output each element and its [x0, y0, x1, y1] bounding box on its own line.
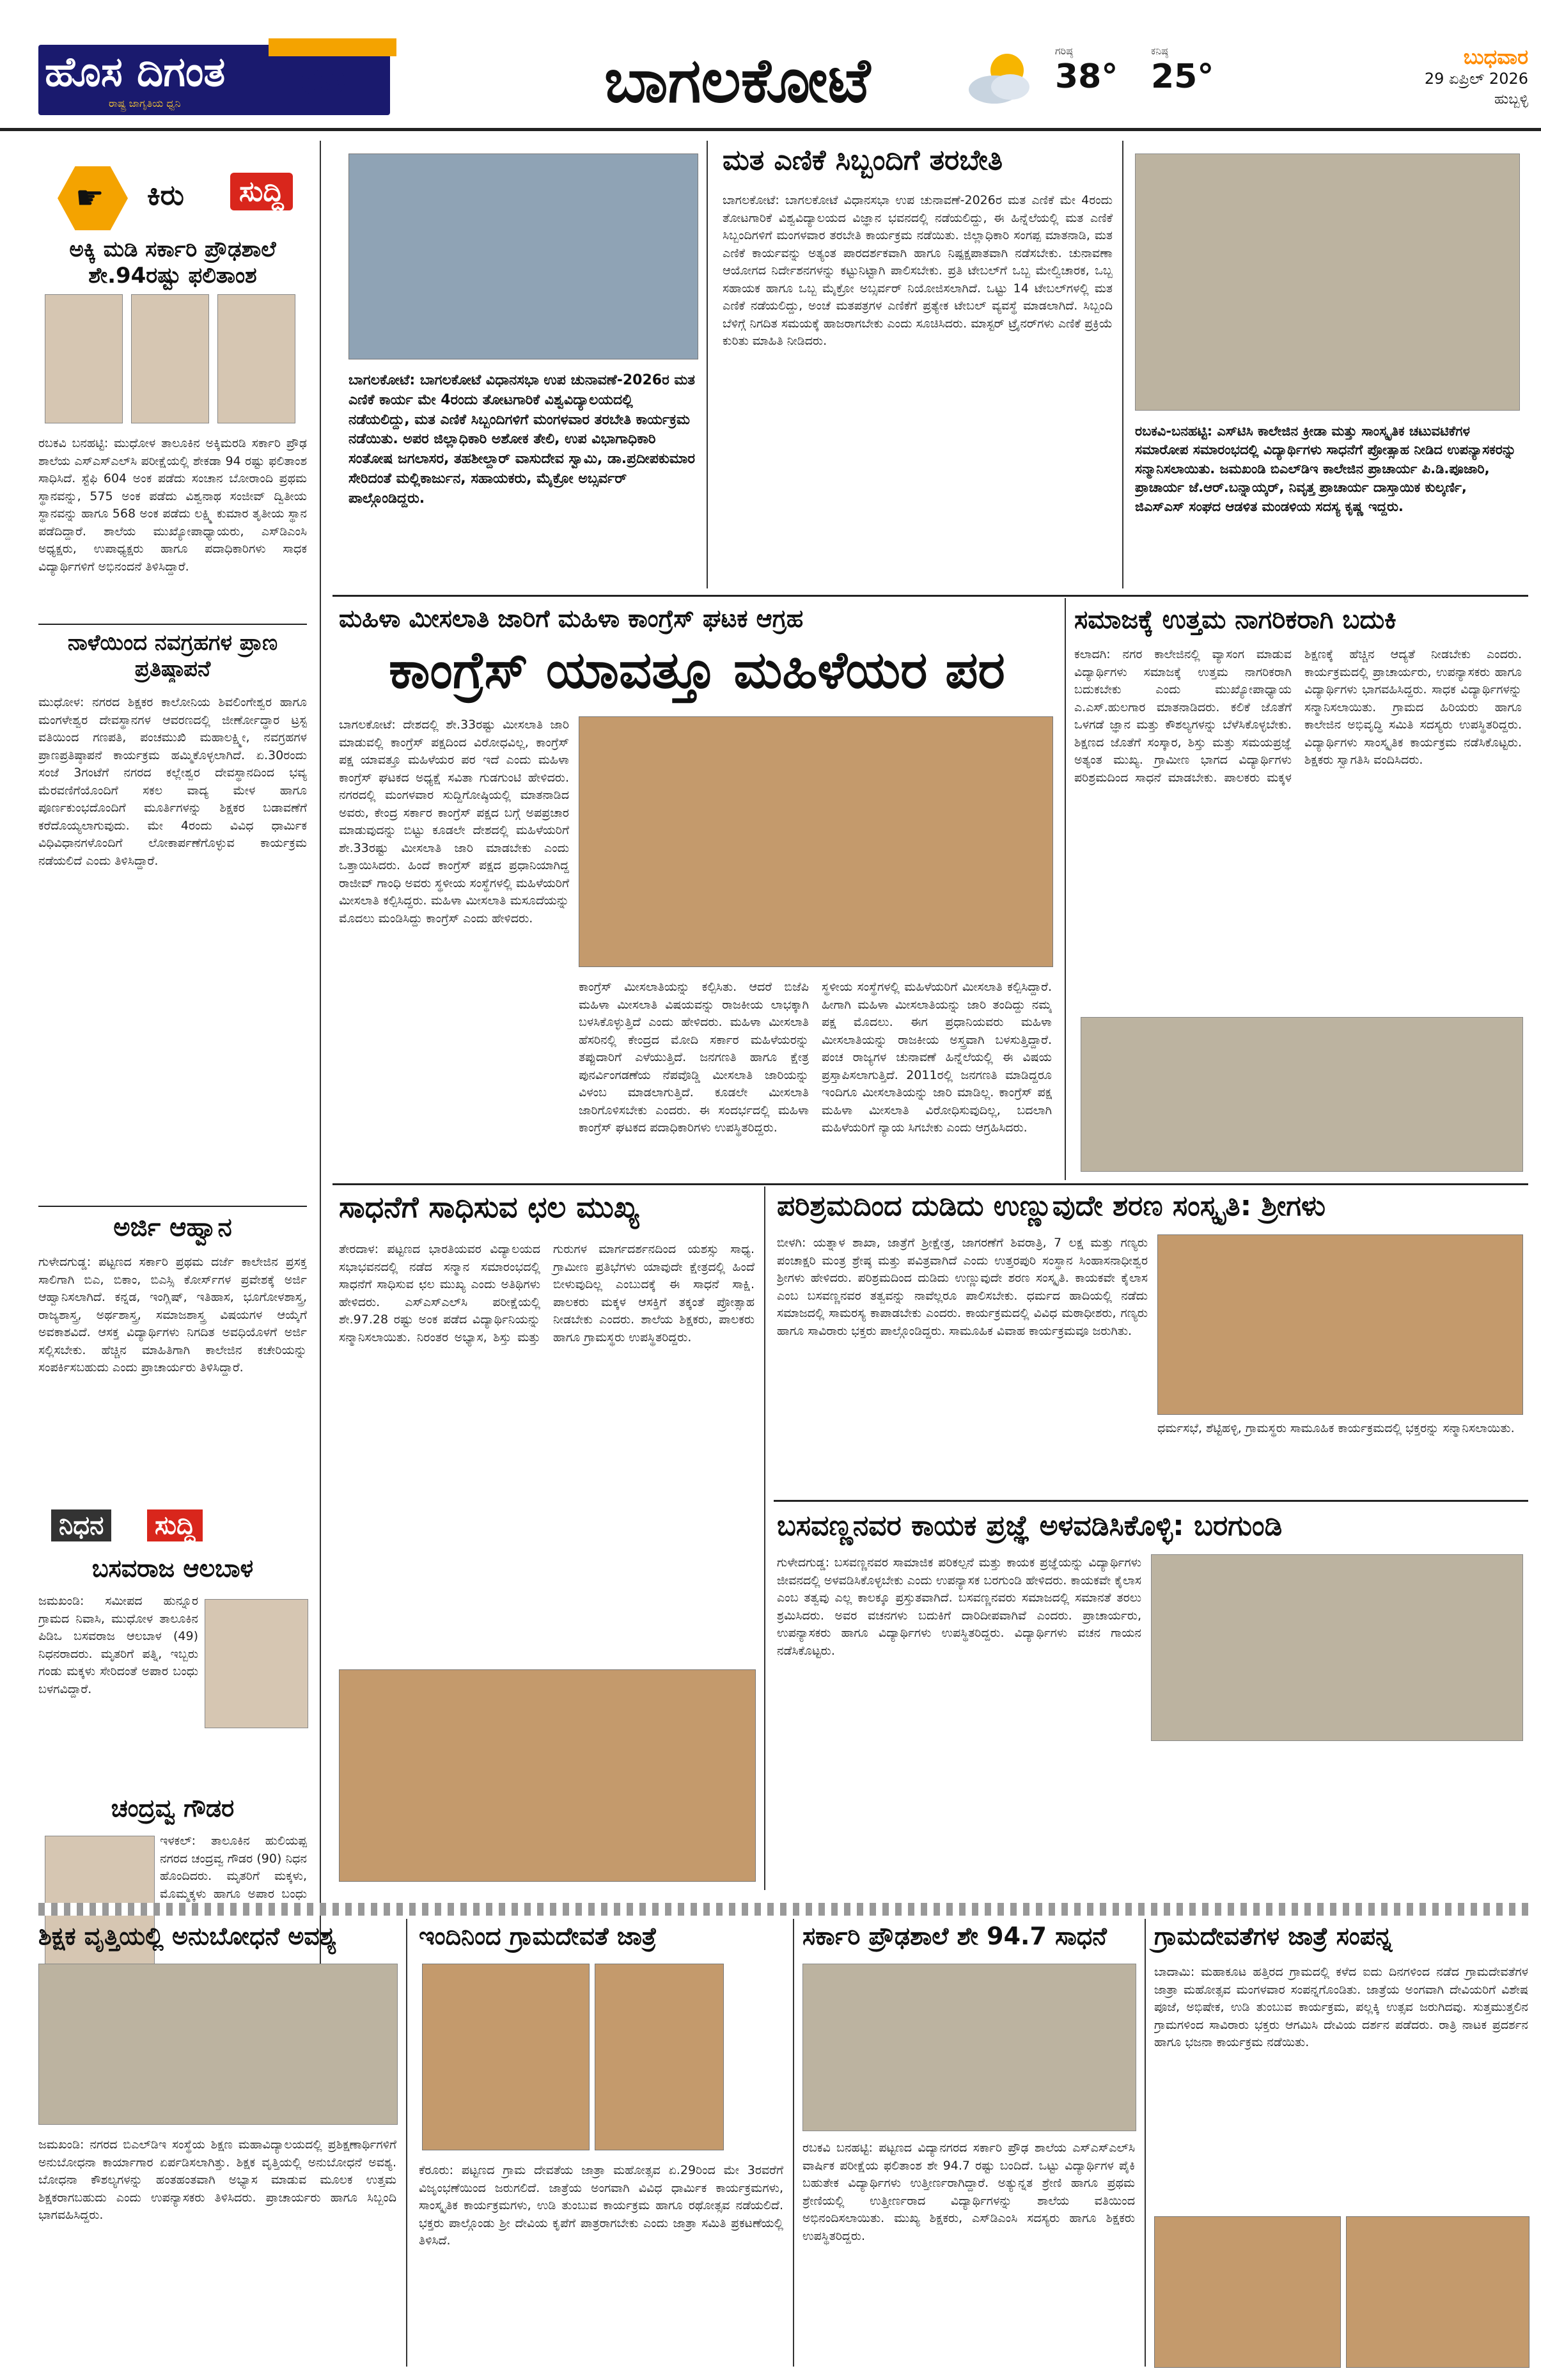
article-navagraha: [38, 630, 307, 682]
congress-meeting-photo: [579, 716, 1053, 967]
suddi-label: ಸುದ್ದಿ: [147, 1509, 203, 1541]
column-divider: [707, 141, 708, 588]
lead-body-col1: ಬಾಗಲಕೋಟೆ: ದೇಶದಲ್ಲಿ ಶೇ.33ರಷ್ಟು ಮೀಸಲಾತಿ ಜಾರಿ ಮಾಡುವಲ್ಲಿ ಕಾಂಗ್ರೆಸ್ ಪಕ್ಷದಿಂದ ವಿರೋಧವಿಲ್ಲ, ಕಾಂಗ್ರೆಸ್ ಪಕ್ಷ ಯಾವತ್ತೂ ಮಹಿಳೆಯರ ಪರ ಇದೆ ಎಂದು ಮಹಿಳಾ ಕಾಂಗ್ರೆಸ್ ಘಟಕದ ಅಧ್ಯಕ್ಷೆ ಸವಿತಾ ಗುಡಗುಂಟಿ ಹೇಳಿದರು. ನಗರದಲ್ಲಿ ಮಂಗಳವಾರ ಸುದ್ದಿಗೋಷ್ಠಿಯಲ್ಲಿ ಮಾತನಾಡಿದ ಅವರು, ಕೇಂದ್ರ ಸರ್ಕಾರ ಕಾಂಗ್ರೆಸ್ ಪಕ್ಷದ ಬಗ್ಗೆ ಅಪಪ್ರಚಾರ ಮಾಡುವುದನ್ನು ಬಿಟ್ಟು ಕೂಡಲೇ ದೇಶದಲ್ಲಿ ಮಹಿಳೆಯರಿಗೆ ಶೇ.33ರಷ್ಟು ಮೀಸಲಾತಿ ಜಾರಿ ಮಾಡಬೇಕು ಎಂದು ಒತ್ತಾಯಿಸಿದರು. ಹಿಂದೆ ಕಾಂಗ್ರೆಸ್ ಪಕ್ಷದ ಪ್ರಧಾನಿಯಾಗಿದ್ದ ರಾಜೀವ್ ಗಾಂಧಿ ಅವರು ಸ್ಥಳೀಯ ಸಂಸ್ಥೆಗಳಲ್ಲಿ ಮಹಿಳೆಯರಿಗೆ ಮೀಸಲಾತಿ ಕಲ್ಪಿಸಿದ್ದರು. ಮಹಿಳಾ ಮೀಸಲಾತಿ ಮಸೂದೆಯನ್ನು ಮೊದಲು ಮಂಡಿಸಿದ್ದು ಕಾಂಗ್ರೆಸ್ ಎಂದು ಹೇಳಿದರು.: [339, 718, 569, 926]
band-divider: [38, 1903, 1528, 1916]
suddi-label: ಸುದ್ದಿ: [230, 173, 293, 210]
article-body: ಬಾದಾಮಿ: ಮಹಾಕೂಟ ಹತ್ತಿರದ ಗ್ರಾಮದಲ್ಲಿ ಕಳೆದ ಐದು ದಿನಗಳಿಂದ ನಡೆದ ಗ್ರಾಮದೇವತೆಗಳ ಜಾತ್ರಾ ಮಹೋತ್ಸವ ಮಂಗಳವಾರ ಸಂಪನ್ನಗೊಂಡಿತು. ಜಾತ್ರೆಯ ಅಂಗವಾಗಿ ದೇವಿಯರಿಗೆ ವಿಶೇಷ ಪೂಜೆ, ಅಭಿಷೇಕ, ಉಡಿ ತುಂಬುವ ಕಾರ್ಯಕ್ರಮ, ಪಲ್ಲಕ್ಕಿ ಉತ್ಸವ ಜರುಗಿದವು. ಸುತ್ತಮುತ್ತಲಿನ ಗ್ರಾಮಗಳಿಂದ ಸಾವಿರಾರು ಭಕ್ತರು ಆಗಮಿಸಿ ದೇವಿಯ ದರ್ಶನ ಪಡೆದರು. ರಾತ್ರಿ ನಾಟಕ ಪ್ರದರ್ಶನ ಹಾಗೂ ಭಜನಾ ಕಾರ್ಯಕ್ರಮ ನಡೆಯಿತು.: [1154, 1965, 1528, 2050]
article-title: ಶಿಕ್ಷಕ ವೃತ್ತಿಯಲ್ಲಿ ಅನುಬೋಧನೆ ಅವಶ್ಯ: [38, 1922, 336, 1950]
training-photo: [348, 154, 698, 359]
kiru-suddi-header: [58, 166, 326, 224]
photo-caption: ಬಾಗಲಕೋಟೆ: ಬಾಗಲಕೋಟೆ ವಿಧಾನಸಭಾ ಉಪ ಚುನಾವಣೆ-2026ರ ಮತ ಎಣಿಕೆ ಕಾರ್ಯ ಮೇ 4ರಂದು ತೋಟಗಾರಿಕೆ ವಿಶ್ವವಿದ್ಯಾಲಯದಲ್ಲಿ ನಡೆಯಲಿದ್ದು, ಮತ ಎಣಿಕೆ ಸಿಬ್ಬಂದಿಗಳಿಗೆ ಮಂಗಳವಾರ ತರಬೇತಿ ಕಾರ್ಯಕ್ರಮ ನಡೆಯಿತು. ಅಪರ ಜಿಲ್ಲಾಧಿಕಾರಿ ಅಶೋಕ ತೇಲಿ, ಉಪ ವಿಭಾಗಾಧಿಕಾರಿ ಸಂತೋಷ ಜಗಲಾಸರ, ತಹಶೀಲ್ದಾರ್ ವಾಸುದೇವ ಸ್ವಾಮಿ, ಡಾ.ಪ್ರದೀಪಕುಮಾರ ಸೇರಿದಂತೆ ಮಲ್ಲಿಕಾರ್ಜುನ, ಸಹಾಯಕರು, ಮೈಕ್ರೋ ಅಬ್ಸರ್ವರ್ ಪಾಲ್ಗೊಂಡಿದ್ದರು.: [348, 372, 696, 507]
kiru-label: ಕಿರು: [147, 179, 184, 212]
article-title: ಪರಿಶ್ರಮದಿಂದ ದುಡಿದು ಉಣ್ಣುವುದೇ ಶರಣ ಸಂಸ್ಕೃತಿ: ಶ್ರೀಗಳು: [777, 1190, 1326, 1222]
article-body: ಕಲಾದಗಿ: ನಗರ ಕಾಲೇಜಿನಲ್ಲಿ ವ್ಯಾಸಂಗ ಮಾಡುವ ವಿದ್ಯಾರ್ಥಿಗಳು ಸಮಾಜಕ್ಕೆ ಉತ್ತಮ ನಾಗರಿಕರಾಗಿ ಬದುಕಬೇಕು ಎಂದು ಮುಖ್ಯೋಪಾಧ್ಯಾಯ ಎ.ಎಸ್.ಹುಲಗಾರ ಮಾತನಾಡಿದರು. ಕಲಿಕೆ ಜೊತೆಗೆ ಒಳಗಡೆ ಜ್ಞಾನ ಮತ್ತು ಕೌಶಲ್ಯಗಳನ್ನು ಬೆಳೆಸಿಕೊಳ್ಳಬೇಕು. ಶಿಕ್ಷಣದ ಜೊತೆಗೆ ಸಂಸ್ಕಾರ, ಶಿಸ್ತು ಮತ್ತು ಸಮಯಪ್ರಜ್ಞೆ ಅತ್ಯಂತ ಮುಖ್ಯ. ಗ್ರಾಮೀಣ ಭಾಗದ ವಿದ್ಯಾರ್ಥಿಗಳು ಪರಿಶ್ರಮದಿಂದ ಸಾಧನೆ ಮಾಡಬೇಕು. ಪಾಲಕರು ಮಕ್ಕಳ ಶಿಕ್ಷಣಕ್ಕೆ ಹೆಚ್ಚಿನ ಆದ್ಯತೆ ನೀಡಬೇಕು ಎಂದರು. ಕಾರ್ಯಕ್ರಮದಲ್ಲಿ ಪ್ರಾಚಾರ್ಯರು, ಉಪನ್ಯಾಸಕರು ಹಾಗೂ ವಿದ್ಯಾರ್ಥಿಗಳು ಭಾಗವಹಿಸಿದ್ದರು. ಸಾಧಕ ವಿದ್ಯಾರ್ಥಿಗಳನ್ನು ಸನ್ಮಾನಿಸಲಾಯಿತು. ಗ್ರಾಮದ ಹಿರಿಯರು ಹಾಗೂ ಕಾಲೇಜಿನ ಅಭಿವೃದ್ಧಿ ಸಮಿತಿ ಸದಸ್ಯರು ಉಪಸ್ಥಿತರಿದ್ದರು. ವಿದ್ಯಾರ್ಥಿಗಳು ಸಾಂಸ್ಕೃತಿಕ ಕಾರ್ಯಕ್ರಮ ನಡೆಸಿಕೊಟ್ಟರು. ಶಿಕ್ಷಕರು ಸ್ವಾಗತಿಸಿ ವಂದಿಸಿದರು.: [1074, 647, 1522, 785]
photo-caption: ರಬಕವಿ-ಬನಹಟ್ಟಿ: ಎಸ್‌ಟಿಸಿ ಕಾಲೇಜಿನ ಕ್ರೀಡಾ ಮತ್ತು ಸಾಂಸ್ಕೃತಿಕ ಚಟುವಟಿಕೆಗಳ ಸಮಾರೋಪ ಸಮಾರಂಭದಲ್ಲಿ ವಿದ್ಯಾರ್ಥಿಗಳು ಸಾಧನೆಗೆ ಪ್ರೋತ್ಸಾಹ ನೀಡಿದ ಉಪನ್ಯಾಸಕರನ್ನು ಸನ್ಮಾನಿಸಲಾಯಿತು. ಜಮಖಂಡಿ ಬಿಎಲ್‌ಡಿಇ ಕಾಲೇಜಿನ ಪ್ರಾಚಾರ್ಯ ಪಿ.ಡಿ.ಪೂಜಾರಿ, ಪ್ರಾಚಾರ್ಯ ಜೆ.ಆರ್.ಬನ್ನಾಯ್ಕರ್, ನಿವೃತ್ತ ಪ್ರಾಚಾರ್ಯ ದಾಸ್ತಾಯಿಕ ಕುಲ್ಕರ್ಣಿ, ಜಿಎಸ್‌ಎಸ್ ಸಂಘದ ಆಡಳಿತ ಮಂಡಳಿಯ ಸದಸ್ಯ ಕೃಷ್ಣ ಇದ್ದರು.: [1135, 423, 1516, 514]
obituary-name: ಚಂದ್ರವ್ವ ಗೌಡರ: [111, 1794, 235, 1822]
partly-cloudy-icon: [966, 45, 1036, 115]
school-photo: [802, 1964, 1136, 2131]
obituary-photo: [205, 1599, 308, 1728]
swamiji-photo: [1157, 1234, 1523, 1415]
date-block: [1324, 45, 1528, 107]
article-body: ಗುಳೇದಗುಡ್ಡ: ಪಟ್ಟಣದ ಸರ್ಕಾರಿ ಪ್ರಥಮ ದರ್ಜೆ ಕಾಲೇಜಿನ ಪ್ರಸಕ್ತ ಸಾಲಿಗಾಗಿ ಬಿಎ, ಬಿಕಾಂ, ಬಿಎಸ್ಸಿ ಕೋರ್ಸ್‌ಗಳ ಪ್ರವೇಶಕ್ಕೆ ಅರ್ಜಿ ಆಹ್ವಾನಿಸಲಾಗಿದೆ. ಕನ್ನಡ, ಇಂಗ್ಲಿಷ್, ಇತಿಹಾಸ, ಭೂಗೋಳಶಾಸ್ತ್ರ, ರಾಜ್ಯಶಾಸ್ತ್ರ, ಅರ್ಥಶಾಸ್ತ್ರ, ಸಮಾಜಶಾಸ್ತ್ರ ವಿಷಯಗಳ ಆಯ್ಕೆಗೆ ಅವಕಾಶವಿದೆ. ಆಸಕ್ತ ವಿದ್ಯಾರ್ಥಿಗಳು ನಿಗದಿತ ಅವಧಿಯೊಳಗೆ ಅರ್ಜಿ ಸಲ್ಲಿಸಬೇಕು. ಹೆಚ್ಚಿನ ಮಾಹಿತಿಗಾಗಿ ಕಾಲೇಜಿನ ಕಚೇರಿಯನ್ನು ಸಂಪರ್ಕಿಸಬಹುದು ಎಂದು ಪ್ರಾಚಾರ್ಯರು ತಿಳಿಸಿದ್ದಾರೆ.: [38, 1255, 307, 1375]
brand-tagline: ರಾಷ್ಟ್ರ ಜಾಗೃತಿಯ ಧ್ವನಿ: [109, 97, 181, 109]
lecture-photo: [1151, 1554, 1523, 1741]
festival-photo-2: [1346, 2216, 1529, 2368]
brand-name: ಹೊಸ ದಿಗಂತ: [45, 49, 226, 96]
divider: [38, 624, 307, 625]
date: 29 ಏಪ್ರಿಲ್ 2026: [1424, 70, 1528, 88]
max-temp: [1055, 45, 1118, 96]
obituary-body: ಇಳಕಲ್: ತಾಲೂಕಿನ ಹುಲಿಯಪ್ಪ ನಗರದ ಚಂದ್ರವ್ವ ಗೌಡರ (90) ನಿಧನ ಹೊಂದಿದರು. ಮೃತರಿಗೆ ಮಕ್ಕಳು, ಮೊಮ್ಮಕ್ಕಳು ಹಾಗೂ ಅಪಾರ ಬಂಧು: [160, 1834, 307, 1901]
article-body: ತೇರದಾಳ: ಪಟ್ಟಣದ ಭಾರತಿಯವರ ವಿದ್ಯಾಲಯದ ಸಭಾಭವನದಲ್ಲಿ ನಡೆದ ಸನ್ಮಾನ ಸಮಾರಂಭದಲ್ಲಿ ಸಾಧನೆಗೆ ಸಾಧಿಸುವ ಛಲ ಮುಖ್ಯ ಎಂದು ಅತಿಥಿಗಳು ಹೇಳಿದರು. ಎಸ್‌ಎಸ್‌ಎಲ್‌ಸಿ ಪರೀಕ್ಷೆಯಲ್ಲಿ ಶೇ.97.28 ರಷ್ಟು ಅಂಕ ಪಡೆದ ವಿದ್ಯಾರ್ಥಿನಿಯನ್ನು ಸನ್ಮಾನಿಸಲಾಯಿತು. ನಿರಂತರ ಅಭ್ಯಾಸ, ಶಿಸ್ತು ಮತ್ತು ಗುರುಗಳ ಮಾರ್ಗದರ್ಶನದಿಂದ ಯಶಸ್ಸು ಸಾಧ್ಯ. ಗ್ರಾಮೀಣ ಪ್ರತಿಭೆಗಳು ಯಾವುದೇ ಕ್ಷೇತ್ರದಲ್ಲಿ ಹಿಂದೆ ಬೀಳುವುದಿಲ್ಲ ಎಂಬುದಕ್ಕೆ ಈ ಸಾಧನೆ ಸಾಕ್ಷಿ. ಪಾಲಕರು ಮಕ್ಕಳ ಆಸಕ್ತಿಗೆ ತಕ್ಕಂತೆ ಪ್ರೋತ್ಸಾಹ ನೀಡಬೇಕು ಎಂದರು. ಶಾಲೆಯ ಶಿಕ್ಷಕರು, ಪಾಲಕರು ಹಾಗೂ ಗ್ರಾಮಸ್ಥರು ಉಪಸ್ಥಿತರಿದ್ದರು.: [339, 1242, 755, 1344]
weekday: ಬುಧವಾರ: [1463, 45, 1528, 69]
min-temp: [1151, 45, 1214, 96]
edition: ಹುಬ್ಬಳ್ಳಿ: [1494, 91, 1528, 107]
min-temp-value: 25°: [1151, 58, 1214, 96]
student-photo-3: [217, 294, 295, 423]
column-divider: [406, 1919, 407, 2367]
column-divider: [1145, 1919, 1146, 2367]
article-title: ಅಕ್ಕಿ ಮಡಿ ಸರ್ಕಾರಿ ಪ್ರೌಢಶಾಲೆ ಶೇ.94ರಷ್ಟು ಫಲಿತಾಂಶ: [69, 237, 276, 288]
column-divider: [320, 141, 321, 1983]
article-title: ಅರ್ಜಿ ಆಹ್ವಾನ: [113, 1213, 232, 1242]
city-title: ಬಾಗಲಕೋಟೆ: [604, 45, 871, 116]
article-title: ಇಂದಿನಿಂದ ಗ್ರಾಮದೇವತೆ ಜಾತ್ರೆ: [419, 1922, 657, 1950]
article-title: ನಾಳೆಯಿಂದ ನವಗ್ರಹಗಳ ಪ್ರಾಣ ಪ್ರತಿಷ್ಠಾಪನೆ: [67, 630, 278, 682]
max-temp-label: ಗರಿಷ್ಠ: [1055, 45, 1073, 57]
photo-caption: ಧರ್ಮಸಭೆ, ಶೆಟ್ಟಿಹಳ್ಳಿ, ಗ್ರಾಮಸ್ಥರು ಸಾಮೂಹಿಕ ಕಾರ್ಯಕ್ರಮದಲ್ಲಿ ಭಕ್ತರನ್ನು ಸನ್ಮಾನಿಸಲಾಯಿತು.: [1157, 1421, 1515, 1435]
article-body: ಬೀಳಗಿ: ಯತ್ನಾಳ ಶಾಖಾ, ಜಾತ್ರೆಗೆ ಶ್ರೀಕ್ಷೇತ್ರ, ಜಾಗರಣೆಗೆ ಶಿವರಾತ್ರಿ, 7 ಲಕ್ಷ ಮತ್ತು ಗಣ್ಯರು ಪಂಚಾಕ್ಷರಿ ಮಂತ್ರ ಶ್ರೇಷ್ಠ ಮತ್ತು ಪವಿತ್ರವಾಗಿದೆ ಎಂದು ಉತ್ತರಪುರಿ ಸಂಸ್ಥಾನ ಸಿಂಹಾಸನಾಧೀಶ್ವರ ಶ್ರೀಗಳು ಹೇಳಿದರು. ಪರಿಶ್ರಮದಿಂದ ದುಡಿದು ಉಣ್ಣುವುದೇ ಶರಣ ಸಂಸ್ಕೃತಿ. ಕಾಯಕವೇ ಕೈಲಾಸ ಎಂಬ ಬಸವಣ್ಣನವರ ತತ್ವವನ್ನು ನಾವೆಲ್ಲರೂ ಪಾಲಿಸಬೇಕು. ಧರ್ಮದ ಹಾದಿಯಲ್ಲಿ ನಡೆದು ಸಮಾಜದಲ್ಲಿ ಸಾಮರಸ್ಯ ಕಾಪಾಡಬೇಕು ಎಂದರು. ಕಾರ್ಯಕ್ರಮದಲ್ಲಿ ವಿವಿಧ ಮಠಾಧೀಶರು, ಗಣ್ಯರು ಹಾಗೂ ಸಾವಿರಾರು ಭಕ್ತರು ಪಾಲ್ಗೊಂಡಿದ್ದರು. ಸಾಮೂಹಿಕ ವಿವಾಹ ಕಾರ್ಯಕ್ರಮವೂ ಜರುಗಿತು.: [777, 1236, 1148, 1338]
page-number: 09: [301, 64, 347, 102]
article-title: ಸರ್ಕಾರಿ ಪ್ರೌಢಶಾಲೆ ಶೇ 94.7 ಸಾಧನೆ: [802, 1922, 1107, 1950]
article-body: ರಬಕವಿ ಬನಹಟ್ಟಿ: ಮುಧೋಳ ತಾಲೂಕಿನ ಅಕ್ಕಿಮರಡಿ ಸರ್ಕಾರಿ ಪ್ರೌಢ ಶಾಲೆಯ ಎಸ್‌ಎಸ್‌ಎಲ್‌ಸಿ ಪರೀಕ್ಷೆಯಲ್ಲಿ ಶೇಕಡಾ 94 ರಷ್ಟು ಫಲಿತಾಂಶ ಸಾಧಿಸಿದೆ. ಸ್ಟೆಫಿ 604 ಅಂಕ ಪಡೆದು ಸಂಚಾನ ಬೋರಾಂದಿ ಪ್ರಥಮ ಸ್ಥಾನವನ್ನು, 575 ಅಂಕ ಪಡೆದು ವಿಶ್ವನಾಥ ಸಂಜೀವ್ ದ್ವಿತೀಯ ಸ್ಥಾನವನ್ನು ಹಾಗೂ 568 ಅಂಕ ಪಡೆದು ಲಕ್ಷ್ಮಿ ಕುಮಾರ ತೃತೀಯ ಸ್ಥಾನ ಪಡೆದಿದ್ದಾರೆ. ಶಾಲೆಯ ಮುಖ್ಯೋಪಾಧ್ಯಾಯರು, ಎಸ್‌ಡಿಎಂಸಿ ಅಧ್ಯಕ್ಷರು, ಉಪಾಧ್ಯಕ್ಷರು ಹಾಗೂ ಪದಾಧಿಕಾರಿಗಳು ಸಾಧಕ ವಿದ್ಯಾರ್ಥಿಗಳಿಗೆ ಅಭಿನಂದನೆ ತಿಳಿಸಿದ್ದಾರೆ.: [38, 436, 307, 574]
section-divider: [332, 595, 1528, 597]
lead-title: ಕಾಂಗ್ರೆಸ್ ಯಾವತ್ತೂ ಮಹಿಳೆಯರ ಪರ: [389, 640, 1005, 700]
column-divider: [1065, 598, 1066, 1180]
training-photo: [38, 1964, 398, 2125]
student-photo-1: [45, 294, 123, 423]
seminar-photo: [1081, 1017, 1523, 1172]
min-temp-label: ಕನಿಷ್ಠ: [1151, 45, 1168, 57]
nidhana-suddi-header: [51, 1509, 307, 1548]
article-body: ಬಾಗಲಕೋಟೆ: ಬಾಗಲಕೋಟೆ ವಿಧಾನಸಭಾ ಉಪ ಚುನಾವಣೆ-2026ರ ಮತ ಎಣಿಕೆ ಮೇ 4ರಂದು ತೋಟಗಾರಿಕೆ ವಿಶ್ವವಿದ್ಯಾಲಯದ ವಿಜ್ಞಾನ ಭವನದಲ್ಲಿ ನಡೆಯಲಿದ್ದು, ಈ ಹಿನ್ನೆಲೆಯಲ್ಲಿ ಮತ ಎಣಿಕೆ ಸಿಬ್ಬಂದಿಗಳಿಗೆ ಮಂಗಳವಾರ ತರಬೇತಿ ಕಾರ್ಯಕ್ರಮ ನಡೆಯಿತು. ಜಿಲ್ಲಾಧಿಕಾರಿ ಸಂಗಪ್ಪ ಮಾತನಾಡಿ, ಮತ ಎಣಿಕೆ ಕಾರ್ಯವನ್ನು ಅತ್ಯಂತ ಪಾರದರ್ಶಕವಾಗಿ ಹಾಗೂ ನಿಷ್ಪಕ್ಷಪಾತವಾಗಿ ನಡೆಸಬೇಕು. ಚುನಾವಣಾ ಆಯೋಗದ ನಿರ್ದೇಶನಗಳನ್ನು ಕಟ್ಟುನಿಟ್ಟಾಗಿ ಪಾಲಿಸಬೇಕು. ಪ್ರತಿ ಟೇಬಲ್‌ಗೆ ಒಬ್ಬ ಮೇಲ್ವಿಚಾರಕ, ಒಬ್ಬ ಸಹಾಯಕ ಹಾಗೂ ಒಬ್ಬ ಮೈಕ್ರೋ ಅಬ್ಸರ್ವರ್ ನಿಯೋಜಿಸಲಾಗಿದೆ. ಒಟ್ಟು 14 ಟೇಬಲ್‌ಗಳಲ್ಲಿ ಮತ ಎಣಿಕೆ ನಡೆಯಲಿದ್ದು, ಅಂಚೆ ಮತಪತ್ರಗಳ ಎಣಿಕೆಗೆ ಪ್ರತ್ಯೇಕ ಟೇಬಲ್ ವ್ಯವಸ್ಥೆ ಮಾಡಲಾಗಿದೆ. ಸಿಬ್ಬಂದಿ ಬೆಳಿಗ್ಗೆ ನಿಗದಿತ ಸಮಯಕ್ಕೆ ಹಾಜರಾಗಬೇಕು ಎಂದು ಸೂಚಿಸಿದರು. ಮಾಸ್ಟರ್ ಟ್ರೈನರ್‌ಗಳು ಎಣಿಕೆ ಪ್ರಕ್ರಿಯೆ ಕುರಿತು ಮಾಹಿತಿ ನೀಡಿದರು.: [723, 193, 1113, 349]
family-photo: [339, 1669, 756, 1882]
article-title: ಸಾಧನೆಗೆ ಸಾಧಿಸುವ ಛಲ ಮುಖ್ಯ: [339, 1190, 639, 1224]
obituary-name: ಬಸವರಾಜ ಆಲಬಾಳ: [91, 1554, 254, 1582]
article-title: ಗ್ರಾಮದೇವತೆಗಳ ಜಾತ್ರೆ ಸಂಪನ್ನ: [1154, 1922, 1393, 1950]
lead-body-col3: ಸ್ಥಳೀಯ ಸಂಸ್ಥೆಗಳಲ್ಲಿ ಮಹಿಳೆಯರಿಗೆ ಮೀಸಲಾತಿ ಕಲ್ಪಿಸಿದ್ದಾರೆ. ಹೀಗಾಗಿ ಮಹಿಳಾ ಮೀಸಲಾತಿಯನ್ನು ಜಾರಿ ತಂದಿದ್ದು ನಮ್ಮ ಪಕ್ಷ ಮೊದಲು. ಈಗ ಪ್ರಧಾನಿಯವರು ಮಹಿಳಾ ಮೀಸಲಾತಿಯನ್ನು ರಾಜಕೀಯ ಅಸ್ತ್ರವಾಗಿ ಬಳಸುತ್ತಿದ್ದಾರೆ. ಪಂಚ ರಾಜ್ಯಗಳ ಚುನಾವಣೆ ಹಿನ್ನೆಲೆಯಲ್ಲಿ ಈ ವಿಷಯ ಪ್ರಸ್ತಾಪಿಸಲಾಗುತ್ತಿದೆ. 2011ರಲ್ಲಿ ಜನಗಣತಿ ಮಾಡಿದ್ದರೂ ಇಂದಿಗೂ ಮೀಸಲಾತಿಯನ್ನು ಜಾರಿ ಮಾಡಿಲ್ಲ. ಕಾಂಗ್ರೆಸ್ ಪಕ್ಷ ಮಹಿಳಾ ಮೀಸಲಾತಿ ವಿರೋಧಿಸುವುದಿಲ್ಲ, ಬದಲಾಗಿ ಮಹಿಳೆಯರಿಗೆ ನ್ಯಾಯ ಸಿಗಬೇಕು ಎಂದು ಆಗ್ರಹಿಸಿದರು.: [822, 980, 1052, 1135]
section-divider: [332, 1183, 1528, 1185]
pointing-hand-icon: ☛: [75, 179, 104, 216]
divider: [38, 1206, 307, 1207]
column-divider: [1122, 141, 1123, 588]
article-title: ಮತ ಎಣಿಕೆ ಸಿಬ್ಬಂದಿಗೆ ತರಬೇತಿ: [723, 144, 1003, 177]
brand-accent: [269, 38, 396, 56]
column-divider: [764, 1186, 765, 1890]
lead-body-col2: ಕಾಂಗ್ರೆಸ್ ಮೀಸಲಾತಿಯನ್ನು ಕಲ್ಪಿಸಿತು. ಆದರೆ ಬಿಜೆಪಿ ಮಹಿಳಾ ಮೀಸಲಾತಿ ವಿಷಯವನ್ನು ರಾಜಕೀಯ ಲಾಭಕ್ಕಾಗಿ ಬಳಸಿಕೊಳ್ಳುತ್ತಿದೆ ಎಂದು ಹೇಳಿದರು. ಮಹಿಳಾ ಮೀಸಲಾತಿ ಹೆಸರಿನಲ್ಲಿ ಕೇಂದ್ರದ ಮೋದಿ ಸರ್ಕಾರ ಮಹಿಳೆಯರನ್ನು ತಪ್ಪುದಾರಿಗೆ ಎಳೆಯುತ್ತಿದೆ. ಜನಗಣತಿ ಹಾಗೂ ಕ್ಷೇತ್ರ ಪುನರ್ವಿಂಗಡಣೆಯ ನೆಪವೊಡ್ಡಿ ಮೀಸಲಾತಿ ಜಾರಿಯನ್ನು ವಿಳಂಬ ಮಾಡಲಾಗುತ್ತಿದೆ. ಕೂಡಲೇ ಮೀಸಲಾತಿ ಜಾರಿಗೊಳಿಸಬೇಕು ಎಂದರು. ಈ ಸಂದರ್ಭದಲ್ಲಿ ಮಹಿಳಾ ಕಾಂಗ್ರೆಸ್ ಘಟಕದ ಪದಾಧಿಕಾರಿಗಳು ಉಪಸ್ಥಿತರಿದ್ದರು.: [579, 980, 809, 1135]
column-divider: [793, 1919, 794, 2367]
obituary-body: ಜಮಖಂಡಿ: ಸಮೀಪದ ಹುನ್ನೂರ ಗ್ರಾಮದ ನಿವಾಸಿ, ಮುಧೋಳ ತಾಲೂಕಿನ ಪಿಡಿಒ ಬಸವರಾಜ ಆಲಬಾಳ (49) ನಿಧನರಾದರು. ಮೃತರಿಗೆ ಪತ್ನಿ, ಇಬ್ಬರು ಗಂಡು ಮಕ್ಕಳು ಸೇರಿದಂತೆ ಅಪಾರ ಬಂಧು ಬಳಗವಿದ್ದಾರೆ.: [38, 1594, 198, 1696]
student-photo-2: [131, 294, 209, 423]
article-body: ಗುಳೇದಗುಡ್ಡ: ಬಸವಣ್ಣನವರ ಸಾಮಾಜಿಕ ಪರಿಕಲ್ಪನೆ ಮತ್ತು ಕಾಯಕ ಪ್ರಜ್ಞೆಯನ್ನು ವಿದ್ಯಾರ್ಥಿಗಳು ಜೀವನದಲ್ಲಿ ಅಳವಡಿಸಿಕೊಳ್ಳಬೇಕು ಎಂದು ಉಪನ್ಯಾಸಕ ಬರಗುಂಡಿ ಹೇಳಿದರು. ಕಾಯಕವೇ ಕೈಲಾಸ ಎಂಬ ತತ್ವವು ಎಲ್ಲ ಕಾಲಕ್ಕೂ ಪ್ರಸ್ತುತವಾಗಿದೆ. ಬಸವಣ್ಣನವರು ಸಮಾಜದಲ್ಲಿ ಸಮಾನತೆ ತರಲು ಶ್ರಮಿಸಿದರು. ಅವರ ವಚನಗಳು ಬದುಕಿಗೆ ದಾರಿದೀಪವಾಗಿವೆ ಎಂದರು. ಪ್ರಾಚಾರ್ಯರು, ಉಪನ್ಯಾಸಕರು ಹಾಗೂ ವಿದ್ಯಾರ್ಥಿಗಳು ಉಪಸ್ಥಿತರಿದ್ದರು. ವಿದ್ಯಾರ್ಥಿಗಳು ವಚನ ಗಾಯನ ನಡೆಸಿಕೊಟ್ಟರು.: [777, 1556, 1141, 1658]
article-body: ರಬಕವಿ ಬನಹಟ್ಟಿ: ಪಟ್ಟಣದ ವಿದ್ಯಾನಗರದ ಸರ್ಕಾರಿ ಪ್ರೌಢ ಶಾಲೆಯ ಎಸ್‌ಎಸ್‌ಎಲ್‌ಸಿ ವಾರ್ಷಿಕ ಪರೀಕ್ಷೆಯ ಫಲಿತಾಂಶ ಶೇ 94.7 ರಷ್ಟು ಬಂದಿದೆ. ಒಟ್ಟು ವಿದ್ಯಾರ್ಥಿಗಳ ಪೈಕಿ ಬಹುತೇಕ ವಿದ್ಯಾರ್ಥಿಗಳು ಉತ್ತೀರ್ಣರಾಗಿದ್ದಾರೆ. ಅತ್ಯುನ್ನತ ಶ್ರೇಣಿ ಹಾಗೂ ಪ್ರಥಮ ಶ್ರೇಣಿಯಲ್ಲಿ ಉತ್ತೀರ್ಣರಾದ ವಿದ್ಯಾರ್ಥಿಗಳನ್ನು ಶಾಲೆಯ ವತಿಯಿಂದ ಅಭಿನಂದಿಸಲಾಯಿತು. ಮುಖ್ಯ ಶಿಕ್ಷಕರು, ಎಸ್‌ಡಿಎಂಸಿ ಸದಸ್ಯರು ಹಾಗೂ ಶಿಕ್ಷಕರು ಉಪಸ್ಥಿತರಿದ್ದರು.: [802, 2141, 1135, 2243]
article-body: ಜಮಖಂಡಿ: ನಗರದ ಬಿಎಲ್‌ಡಿಇ ಸಂಸ್ಥೆಯ ಶಿಕ್ಷಣ ಮಹಾವಿದ್ಯಾಲಯದಲ್ಲಿ ಪ್ರಶಿಕ್ಷಣಾರ್ಥಿಗಳಿಗೆ ಅನುಬೋಧನಾ ಕಾರ್ಯಾಗಾರ ಏರ್ಪಡಿಸಲಾಗಿತ್ತು. ಶಿಕ್ಷಕ ವೃತ್ತಿಯಲ್ಲಿ ಅನುಬೋಧನೆ ಅವಶ್ಯ. ಬೋಧನಾ ಕೌಶಲ್ಯಗಳನ್ನು ಹಂತಹಂತವಾಗಿ ಅಭ್ಯಾಸ ಮಾಡುವ ಮೂಲಕ ಉತ್ತಮ ಶಿಕ್ಷಕರಾಗಬಹುದು ಎಂದು ಉಪನ್ಯಾಸಕರು ತಿಳಿಸಿದರು. ಪ್ರಾಚಾರ್ಯರು ಹಾಗೂ ಸಿಬ್ಬಂದಿ ಭಾಗವಹಿಸಿದ್ದರು.: [38, 2138, 396, 2223]
nidhana-label: ನಿಧನ: [51, 1509, 111, 1541]
article-title: ಸಮಾಜಕ್ಕೆ ಉತ್ತಮ ನಾಗರಿಕರಾಗಿ ಬದುಕಿ: [1074, 605, 1396, 634]
article-body: ಮುಧೋಳ: ನಗರದ ಶಿಕ್ಷಕರ ಕಾಲೋನಿಯ ಶಿವಲಿಂಗೇಶ್ವರ ಹಾಗೂ ಮಂಗಳೇಶ್ವರ ದೇವಸ್ಥಾನಗಳ ಆವರಣದಲ್ಲಿ ಜೀರ್ಣೋದ್ಧಾರ ಟ್ರಸ್ಟ ವತಿಯಿಂದ ಗಣಪತಿ, ಪಂಚಮುಖಿ ಮಹಾಲಕ್ಷ್ಮೀ, ನವಗ್ರಹಗಳ ಪ್ರಾಣಪ್ರತಿಷ್ಠಾಪನೆ ಕಾರ್ಯಕ್ರಮ ಹಮ್ಮಿಕೊಳ್ಳಲಾಗಿದೆ. ಏ.30ರಂದು ಸಂಜೆ 3ಗಂಟೆಗೆ ನಗರದ ಕಲ್ಲೇಶ್ವರ ದೇವಸ್ಥಾನದಿಂದ ಭವ್ಯ ಮೆರವಣಿಗೆಯೊಂದಿಗೆ ಸಕಲ ವಾದ್ಯ ಮೇಳ ಹಾಗೂ ಪೂರ್ಣಕುಂಭದೊಂದಿಗೆ ಮೂರ್ತಿಗಳನ್ನು ಶಿಕ್ಷಕರ ಬಡಾವಣೆಗೆ ಕರೆದೊಯ್ಯಲಾಗುವುದು. ಮೇ 4ರಂದು ವಿವಿಧ ಧಾರ್ಮಿಕ ವಿಧಿವಿಧಾನಗಳೊಂದಿಗೆ ಲೋಕಾರ್ಪಣೆಗೊಳ್ಳುವ ಕಾರ್ಯಕ್ರಮ ನಡೆಯಲಿದೆ ಎಂದು ತಿಳಿಸಿದ್ದಾರೆ.: [38, 695, 307, 868]
festival-photo-1: [1154, 2216, 1341, 2368]
article-body: ಕೆರೂರು: ಪಟ್ಟಣದ ಗ್ರಾಮ ದೇವತೆಯ ಜಾತ್ರಾ ಮಹೋತ್ಸವ ಏ.29ರಿಂದ ಮೇ 3ರವರೆಗೆ ವಿಜೃಂಭಣೆಯಿಂದ ಜರುಗಲಿದೆ. ಜಾತ್ರೆಯ ಅಂಗವಾಗಿ ವಿವಿಧ ಧಾರ್ಮಿಕ ಕಾರ್ಯಕ್ರಮಗಳು, ಸಾಂಸ್ಕೃತಿಕ ಕಾರ್ಯಕ್ರಮಗಳು, ಉಡಿ ತುಂಬುವ ಕಾರ್ಯಕ್ರಮ ಹಾಗೂ ರಥೋತ್ಸವ ನಡೆಯಲಿದೆ. ಭಕ್ತರು ಪಾಲ್ಗೊಂಡು ಶ್ರೀ ದೇವಿಯ ಕೃಪೆಗೆ ಪಾತ್ರರಾಗಬೇಕು ಎಂದು ಜಾತ್ರಾ ಸಮಿತಿ ಪ್ರಕಟಣೆಯಲ್ಲಿ ತಿಳಿಸಿದೆ.: [419, 2163, 783, 2248]
college-group-photo: [1135, 154, 1520, 411]
article-title: ಬಸವಣ್ಣನವರ ಕಾಯಕ ಪ್ರಜ್ಞೆ ಅಳವಡಿಸಿಕೊಳ್ಳಿ: ಬರಗುಂಡಿ: [777, 1509, 1283, 1542]
lead-kicker: ಮಹಿಳಾ ಮೀಸಲಾತಿ ಜಾರಿಗೆ ಮಹಿಳಾ ಕಾಂಗ್ರೆಸ್ ಘಟಕ ಆಗ್ರಹ: [339, 604, 804, 633]
section-divider: [774, 1500, 1528, 1502]
max-temp-value: 38°: [1055, 58, 1118, 96]
